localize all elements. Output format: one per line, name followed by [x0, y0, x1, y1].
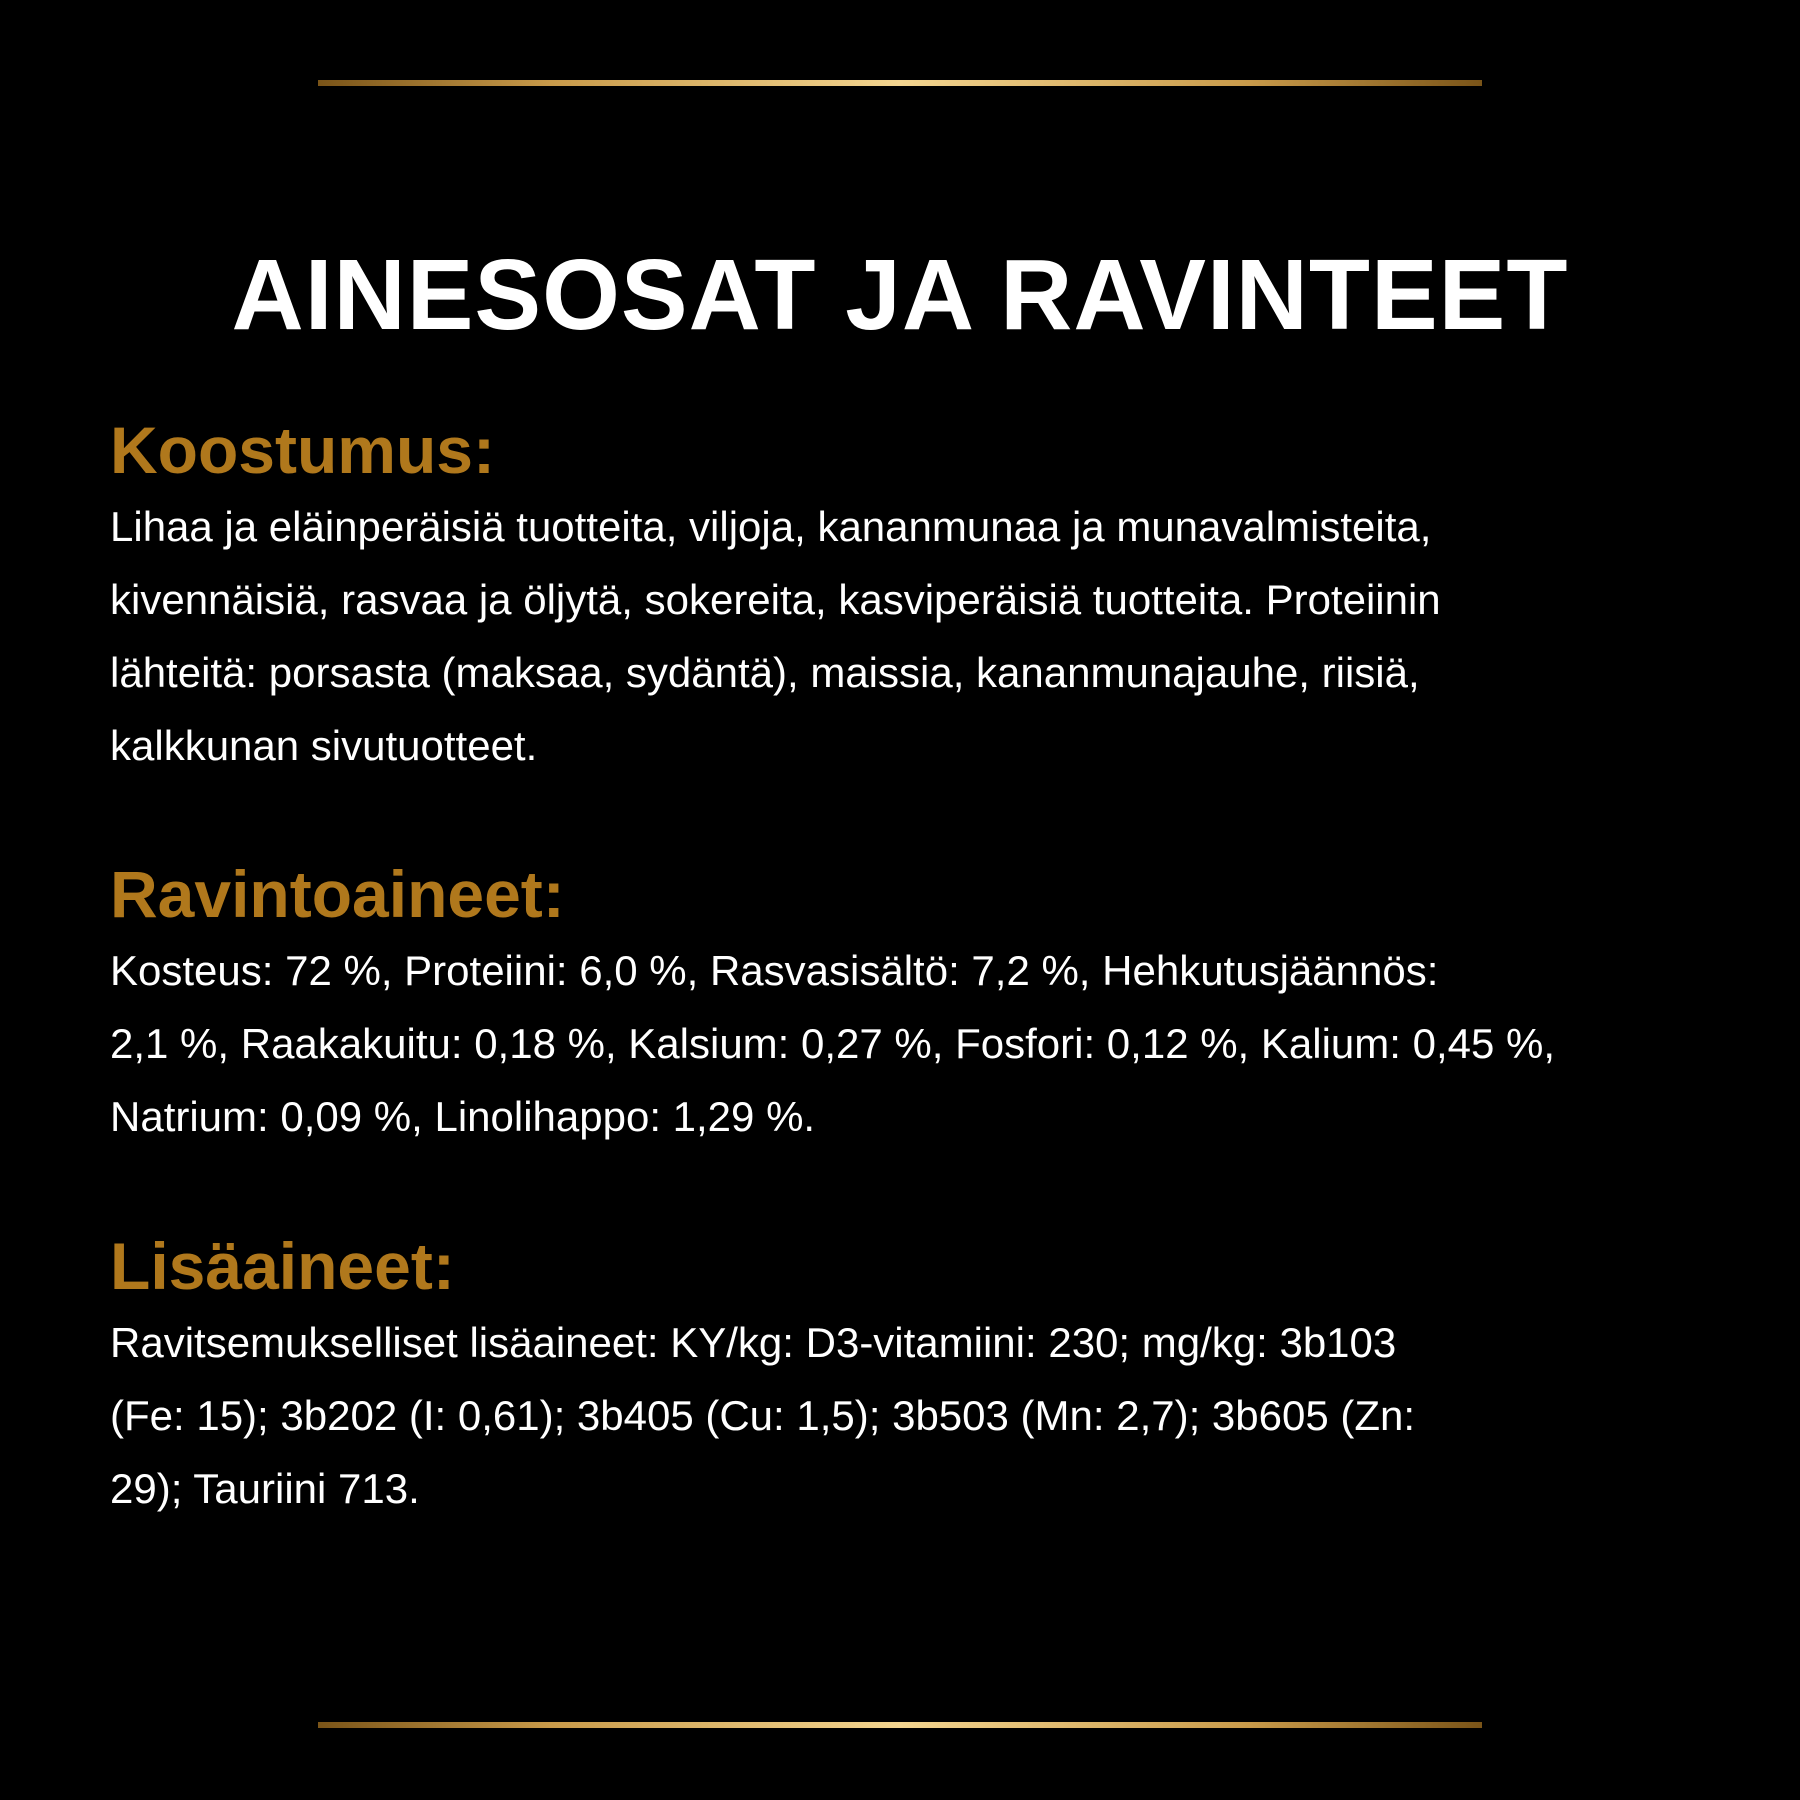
koostumus-line: kalkkunan sivutuotteet. — [110, 722, 538, 769]
koostumus-line: Lihaa ja eläinperäisiä tuotteita, viljoja, kananmunaa ja munavalmisteita, — [110, 503, 1432, 550]
section-koostumus — [110, 410, 1710, 782]
ravintoaineet-text — [110, 934, 1710, 1153]
koostumus-text — [110, 490, 1710, 782]
section-ravintoaineet — [110, 854, 1710, 1153]
lisaaineet-line: Ravitsemukselliset lisäaineet: KY/kg: D3-vitamiini: 230; mg/kg: 3b103 — [110, 1319, 1397, 1366]
page-title: AINESOSAT JA RAVINTEET — [231, 239, 1569, 351]
koostumus-line: lähteitä: porsasta (maksaa, sydäntä), maissia, kananmunajauhe, riisiä, — [110, 649, 1420, 696]
ravintoaineet-heading: Ravintoaineet: — [110, 857, 565, 931]
bottom-gold-divider — [318, 1722, 1482, 1728]
koostumus-line: kivennäisiä, rasvaa ja öljytä, sokereita, kasviperäisiä tuotteita. Proteiinin — [110, 576, 1441, 623]
lisaaineet-line: (Fe: 15); 3b202 (I: 0,61); 3b405 (Cu: 1,5); 3b503 (Mn: 2,7); 3b605 (Zn: — [110, 1392, 1416, 1439]
ravintoaineet-line: 2,1 %, Raakakuitu: 0,18 %, Kalsium: 0,27 %, Fosfori: 0,12 %, Kalium: 0,45 %, — [110, 1020, 1556, 1067]
section-lisaaineet — [110, 1226, 1710, 1525]
lisaaineet-heading: Lisäaineet: — [110, 1229, 455, 1303]
koostumus-heading: Koostumus: — [110, 413, 495, 487]
ravintoaineet-line: Natrium: 0,09 %, Linolihappo: 1,29 %. — [110, 1093, 816, 1140]
top-gold-divider — [318, 80, 1482, 86]
lisaaineet-line: 29); Tauriini 713. — [110, 1465, 420, 1512]
lisaaineet-text — [110, 1306, 1710, 1525]
ravintoaineet-line: Kosteus: 72 %, Proteiini: 6,0 %, Rasvasisältö: 7,2 %, Hehkutusjäännös: — [110, 947, 1439, 994]
